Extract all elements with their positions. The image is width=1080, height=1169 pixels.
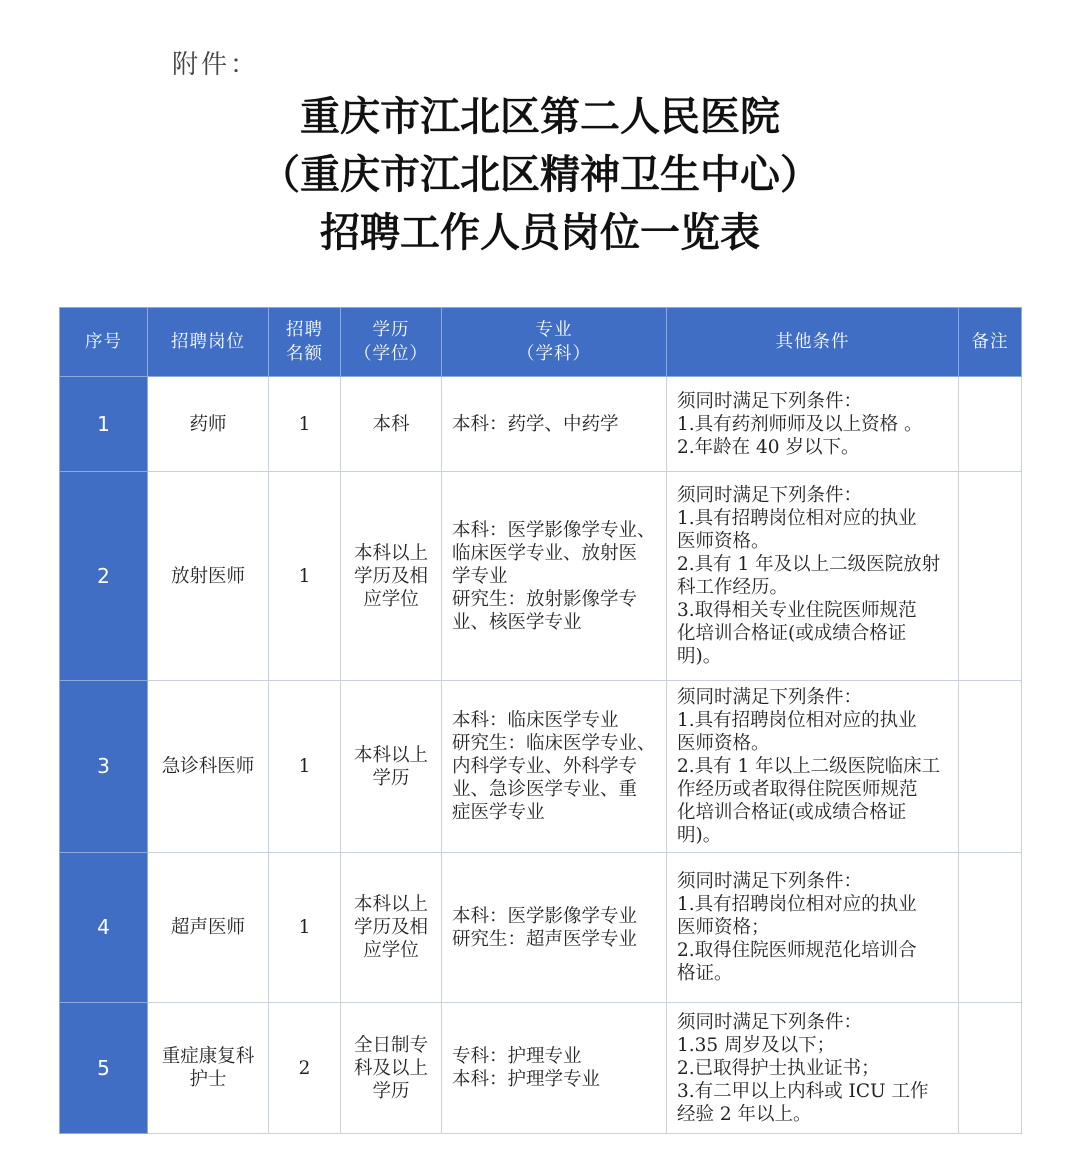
condition-line: 须同时满足下列条件： [677, 871, 863, 892]
condition-line: 1.35 周岁及以下； [677, 1034, 836, 1056]
positions-table [59, 307, 1022, 1134]
education-line: 本科以上 [353, 744, 428, 766]
condition-line: 1.具有招聘岗位相对应的执业 [677, 710, 917, 731]
row-education [341, 853, 442, 1003]
condition-line: 科工作经历。 [677, 577, 789, 598]
row-major [442, 853, 667, 1003]
major-line: 本科：药学、中药学 [452, 413, 619, 435]
condition-line: 1.具有药剂师师及以上资格 。 [677, 413, 923, 435]
position-line: 药师 [189, 413, 227, 435]
row-conditions [667, 1003, 959, 1134]
condition-line: 医师资格； [677, 917, 770, 938]
condition-line: 2.具有 1 年及以上二级医院放射 [677, 554, 941, 575]
row-position [148, 1003, 269, 1134]
row-conditions [667, 472, 959, 681]
header-major-line1: 专业 [535, 320, 573, 340]
major-line: 本科：医学影像学专业、 [452, 519, 656, 541]
condition-line: 化培训合格证(或成绩合格证 [677, 623, 907, 644]
position-line: 重症康复科 [161, 1046, 255, 1067]
education-line: 应学位 [363, 940, 419, 961]
condition-line: 经验 2 年以上。 [677, 1103, 812, 1125]
row-conditions [667, 853, 959, 1003]
condition-line: 1.具有招聘岗位相对应的执业 [677, 508, 917, 529]
position-line: 急诊科医师 [161, 756, 255, 777]
condition-line: 须同时满足下列条件： [677, 390, 863, 412]
major-line: 本科：医学影像学专业 [452, 905, 638, 927]
condition-line: 格证。 [677, 963, 733, 984]
row-count: 2 [269, 1003, 341, 1134]
major-line: 症医学专业 [452, 802, 545, 823]
education-line: 学历及相 [353, 565, 428, 587]
row-count: 1 [269, 472, 341, 681]
row-education [341, 1003, 442, 1134]
major-line: 研究生：临床医学专业、 [452, 733, 656, 754]
row-remark [959, 377, 1022, 472]
condition-line: 化培训合格证(或成绩合格证 [677, 802, 907, 823]
row-education [341, 377, 442, 472]
education-line: 全日制专 [353, 1034, 428, 1056]
condition-line: 2.已取得护士执业证书； [677, 1057, 880, 1079]
major-line: 研究生：超声医学专业 [452, 928, 638, 950]
position-line: 护士 [189, 1069, 227, 1090]
header-major-line2: （学科） [517, 344, 591, 364]
title-line-1: 重庆市江北区第二人民医院 [300, 93, 780, 140]
attachment-label: 附件： [172, 50, 260, 80]
header-education [341, 308, 442, 377]
education-line: 学历 [372, 1080, 410, 1102]
major-line: 学专业 [452, 565, 508, 587]
condition-line: 明)。 [677, 825, 722, 846]
condition-line: 3.有二甲以上内科或 ICU 工作 [677, 1080, 929, 1102]
position-line: 超声医师 [170, 917, 245, 938]
row-education [341, 681, 442, 853]
education-line: 本科以上 [353, 542, 428, 564]
row-position [148, 681, 269, 853]
major-line: 业、急诊医学专业、重 [452, 779, 638, 800]
header-count-line1: 招聘 [286, 320, 323, 340]
row-seq: 4 [60, 853, 148, 1003]
condition-line: 明)。 [677, 646, 722, 667]
row-major [442, 681, 667, 853]
page-title [0, 88, 1080, 262]
row-seq: 2 [60, 472, 148, 681]
header-seq: 序号 [60, 308, 148, 377]
table-row [60, 1003, 1022, 1134]
table-row [60, 472, 1022, 681]
major-line: 业、核医学专业 [452, 611, 582, 633]
header-edu-line2: （学位） [354, 344, 428, 364]
table-row [60, 377, 1022, 472]
header-count [269, 308, 341, 377]
education-line: 科及以上 [353, 1057, 428, 1079]
education-line: 应学位 [363, 588, 419, 610]
row-major [442, 1003, 667, 1134]
header-remark: 备注 [959, 308, 1022, 377]
major-line: 本科：护理学专业 [452, 1069, 601, 1090]
row-seq: 3 [60, 681, 148, 853]
education-line: 学历 [372, 767, 410, 789]
major-line: 本科：临床医学专业 [452, 710, 619, 731]
condition-line: 2.年龄在 40 岁以下。 [677, 436, 860, 458]
row-remark [959, 1003, 1022, 1134]
row-conditions [667, 377, 959, 472]
row-count: 1 [269, 853, 341, 1003]
row-conditions [667, 681, 959, 853]
condition-line: 须同时满足下列条件： [677, 485, 863, 506]
row-seq: 5 [60, 1003, 148, 1134]
condition-line: 2.具有 1 年以上二级医院临床工 [677, 756, 941, 777]
condition-line: 2.取得住院医师规范化培训合 [677, 940, 917, 961]
condition-line: 医师资格。 [677, 531, 770, 552]
header-other-conditions: 其他条件 [667, 308, 959, 377]
major-line: 专科：护理专业 [452, 1046, 582, 1067]
condition-line: 3.取得相关专业住院医师规范 [677, 600, 917, 621]
row-position [148, 472, 269, 681]
row-major [442, 472, 667, 681]
row-seq: 1 [60, 377, 148, 472]
education-line: 学历及相 [353, 917, 428, 938]
condition-line: 须同时满足下列条件： [677, 1011, 863, 1033]
header-position: 招聘岗位 [148, 308, 269, 377]
title-line-2: （重庆市江北区精神卫生中心） [260, 151, 820, 198]
condition-line: 须同时满足下列条件： [677, 687, 863, 708]
row-count: 1 [269, 377, 341, 472]
row-remark [959, 472, 1022, 681]
row-position [148, 853, 269, 1003]
major-line: 内科学专业、外科学专 [452, 756, 638, 777]
condition-line: 作经历或者取得住院医师规范 [677, 779, 918, 800]
row-major [442, 377, 667, 472]
header-count-line2: 名额 [286, 344, 323, 364]
major-line: 研究生：放射影像学专 [452, 588, 638, 610]
row-count: 1 [269, 681, 341, 853]
table-row [60, 853, 1022, 1003]
row-remark [959, 681, 1022, 853]
education-line: 本科 [372, 413, 410, 435]
row-education [341, 472, 442, 681]
header-edu-line1: 学历 [372, 320, 410, 340]
condition-line: 医师资格。 [677, 733, 770, 754]
education-line: 本科以上 [353, 894, 428, 915]
table-header-row [60, 308, 1022, 377]
condition-line: 1.具有招聘岗位相对应的执业 [677, 894, 917, 915]
row-position [148, 377, 269, 472]
table-row [60, 681, 1022, 853]
row-remark [959, 853, 1022, 1003]
major-line: 临床医学专业、放射医 [452, 542, 638, 564]
position-line: 放射医师 [170, 565, 245, 587]
title-line-3: 招聘工作人员岗位一览表 [320, 209, 760, 256]
header-major [442, 308, 667, 377]
